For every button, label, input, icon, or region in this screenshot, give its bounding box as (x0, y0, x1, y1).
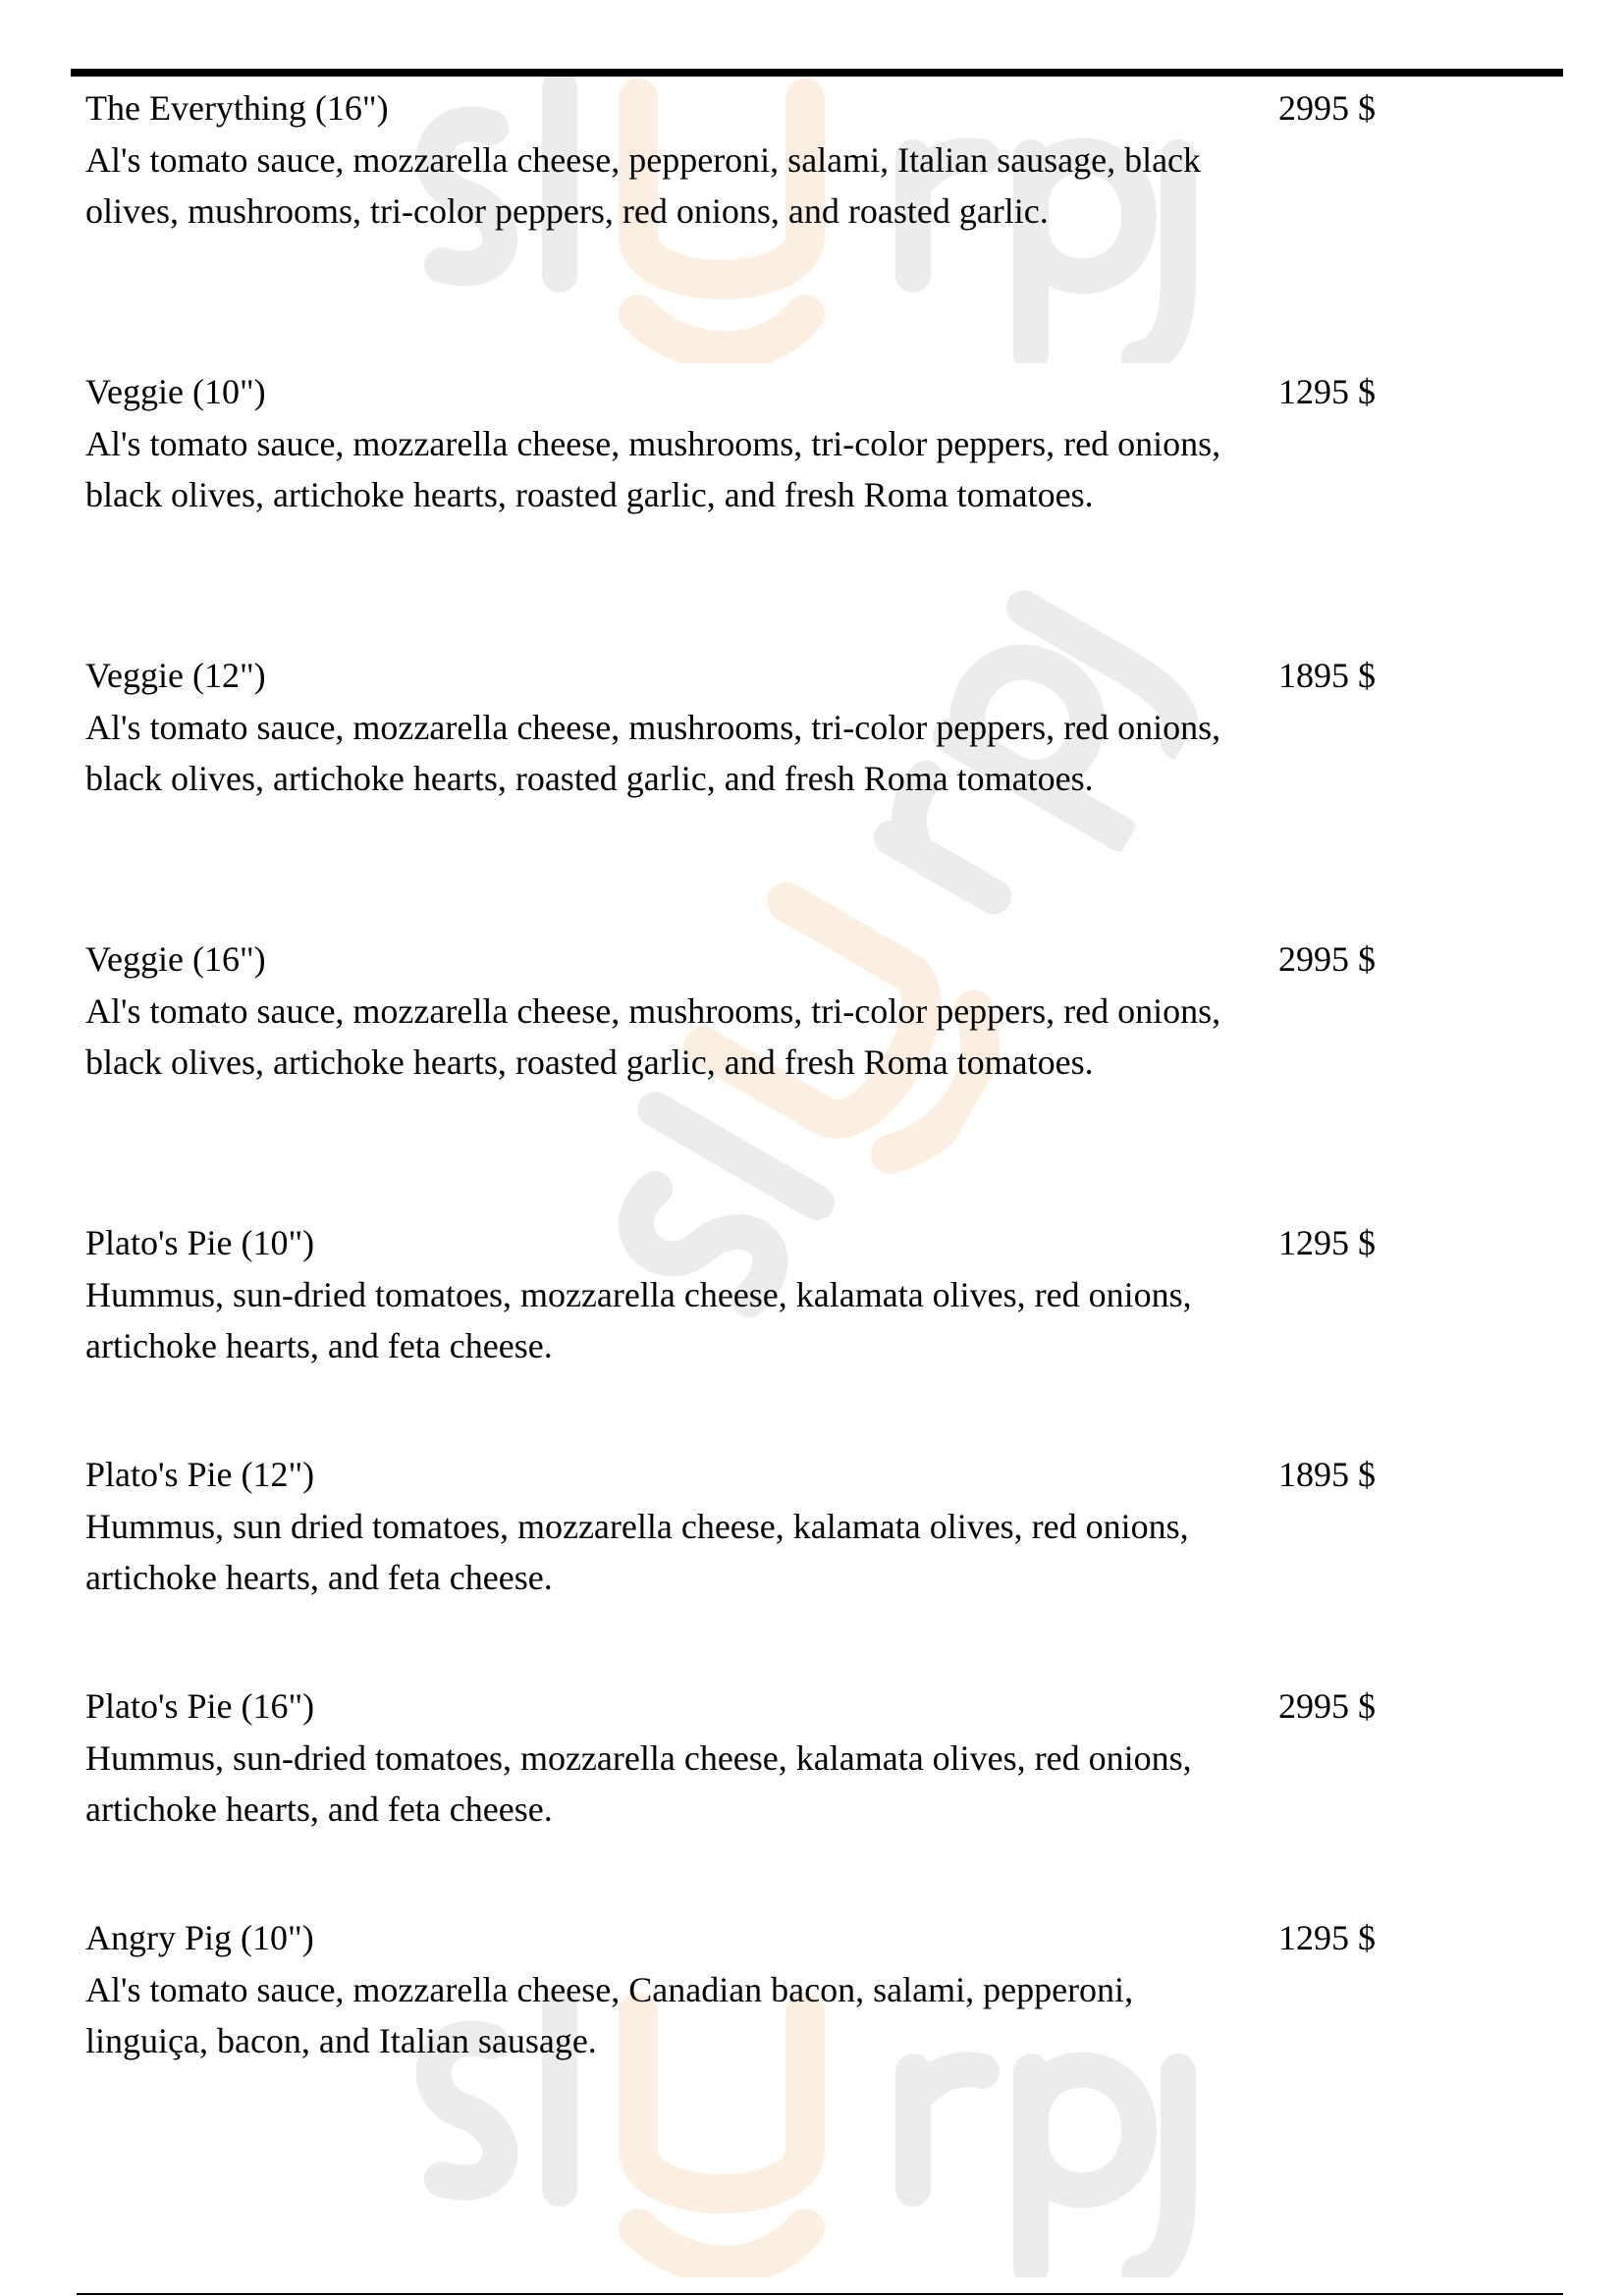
item-name: Plato's Pie (10") (85, 1223, 315, 1262)
item-price: 1895 $ (1278, 1455, 1376, 1494)
menu-item (85, 1681, 1558, 1836)
item-description: Al's tomato sauce, mozzarella cheese, Canadian bacon, salami, pepperoni, linguiça, bacon, and Italian sausage. (85, 1969, 1134, 2060)
menu-item (85, 1912, 1558, 2067)
item-name: Veggie (16") (85, 939, 266, 979)
item-name: The Everything (16") (85, 88, 389, 128)
item-description: Al's tomato sauce, mozzarella cheese, mushrooms, tri-color peppers, red onions, black olives, artichoke hearts, roasted garlic, and fresh Roma tomatoes. (85, 423, 1221, 514)
menu-item (85, 1449, 1558, 1604)
top-divider (71, 69, 1563, 77)
item-name: Veggie (10") (85, 372, 266, 411)
item-price: 1895 $ (1278, 656, 1376, 695)
item-name: Plato's Pie (12") (85, 1455, 315, 1494)
item-price: 1295 $ (1278, 372, 1376, 411)
item-description: Hummus, sun-dried tomatoes, mozzarella cheese, kalamata olives, red onions, artichoke hearts, and feta cheese. (85, 1737, 1192, 1829)
item-name: Plato's Pie (16") (85, 1686, 315, 1726)
item-price: 1295 $ (1278, 1223, 1376, 1262)
item-description: Hummus, sun dried tomatoes, mozzarella cheese, kalamata olives, red onions, artichoke hearts, and feta cheese. (85, 1506, 1189, 1597)
menu-item (85, 934, 1558, 1089)
item-description: Al's tomato sauce, mozzarella cheese, mushrooms, tri-color peppers, red onions, black olives, artichoke hearts, roasted garlic, and fresh Roma tomatoes. (85, 990, 1221, 1082)
menu-item (85, 1217, 1558, 1372)
item-price: 2995 $ (1278, 88, 1376, 128)
item-description: Hummus, sun-dried tomatoes, mozzarella cheese, kalamata olives, red onions, artichoke hearts, and feta cheese. (85, 1274, 1192, 1365)
item-description: Al's tomato sauce, mozzarella cheese, mushrooms, tri-color peppers, red onions, black olives, artichoke hearts, roasted garlic, and fresh Roma tomatoes. (85, 707, 1221, 798)
item-price: 2995 $ (1278, 939, 1376, 979)
item-description: Al's tomato sauce, mozzarella cheese, pepperoni, salami, Italian sausage, black olives, mushrooms, tri-color peppers, red onions, and roasted garlic. (85, 139, 1202, 231)
menu-item (85, 82, 1558, 238)
menu-item (85, 366, 1558, 521)
item-name: Angry Pig (10") (85, 1918, 314, 1957)
menu-item (85, 650, 1558, 805)
item-price: 1295 $ (1278, 1918, 1376, 1957)
item-name: Veggie (12") (85, 656, 266, 695)
bottom-divider (77, 2293, 1563, 2295)
item-price: 2995 $ (1278, 1686, 1376, 1726)
